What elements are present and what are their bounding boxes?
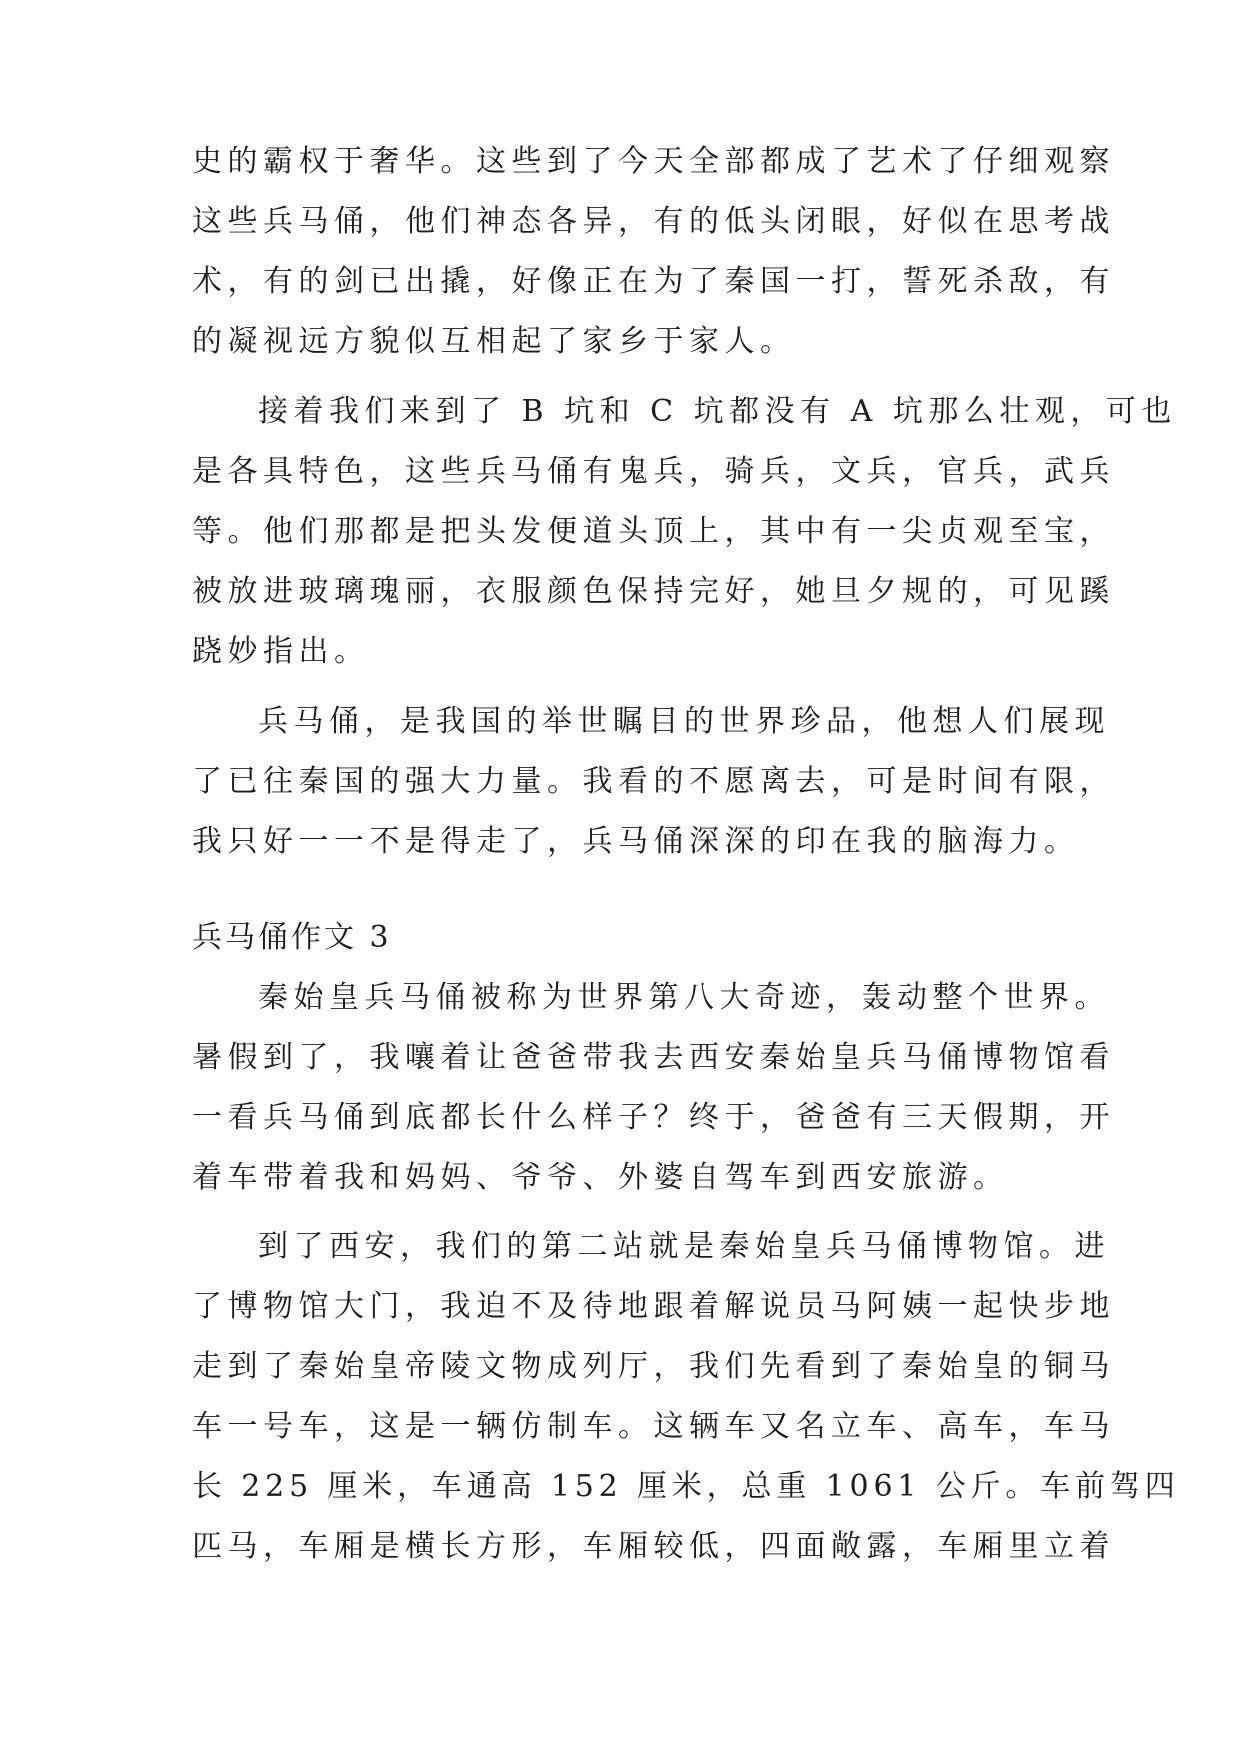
text-line: 被放进玻璃瑰丽，衣服颜色保持完好，她旦夕规的，可见蹊 [192, 574, 1115, 609]
section-heading: 兵马俑作文 3 [192, 920, 392, 955]
text-line: 接着我们来到了 B 坑和 C 坑都没有 A 坑那么壮观，可也 [258, 394, 1177, 429]
text-line: 一看兵马俑到底都长什么样子？终于，爸爸有三天假期，开 [192, 1100, 1115, 1135]
text-line: 秦始皇兵马俑被称为世界第八大奇迹，轰动整个世界。 [258, 980, 1110, 1015]
text-line: 史的霸权于奢华。这些到了今天全部都成了艺术了仔细观察 [192, 144, 1115, 179]
text-line: 到了西安，我们的第二站就是秦始皇兵马俑博物馆。进 [258, 1229, 1110, 1264]
text-line: 匹马，车厢是横长方形，车厢较低，四面敞露，车厢里立着 [192, 1529, 1115, 1564]
text-line: 着车带着我和妈妈、爷爷、外婆自驾车到西安旅游。 [192, 1160, 1009, 1195]
text-line: 这些兵马俑，他们神态各异，有的低头闭眼，好似在思考战 [192, 204, 1115, 239]
text-line: 车一号车，这是一辆仿制车。这辆车又名立车、高车，车马 [192, 1409, 1115, 1444]
text-line: 暑假到了，我嚷着让爸爸带我去西安秦始皇兵马俑博物馆看 [192, 1040, 1115, 1075]
text-line: 等。他们那都是把头发便道头顶上，其中有一尖贞观至宝， [192, 514, 1115, 549]
text-line: 是各具特色，这些兵马俑有鬼兵，骑兵，文兵，官兵，武兵 [192, 454, 1115, 489]
text-line: 长 225 厘米，车通高 152 厘米，总重 1061 公斤。车前驾四 [192, 1469, 1180, 1504]
text-line: 跷妙指出。 [192, 634, 370, 669]
text-line: 了已往秦国的强大力量。我看的不愿离去，可是时间有限， [192, 764, 1115, 799]
text-line: 了博物馆大门，我迫不及待地跟着解说员马阿姨一起快步地 [192, 1289, 1115, 1324]
text-line: 的凝视远方貌似互相起了家乡于家人。 [192, 324, 796, 359]
text-line: 我只好一一不是得走了，兵马俑深深的印在我的脑海力。 [192, 824, 1080, 859]
text-line: 兵马俑，是我国的举世瞩目的世界珍品，他想人们展现 [258, 704, 1110, 739]
text-line: 走到了秦始皇帝陵文物成列厅，我们先看到了秦始皇的铜马 [192, 1349, 1115, 1384]
text-line: 术，有的剑已出撬，好像正在为了秦国一打，誓死杀敌，有 [192, 264, 1115, 299]
